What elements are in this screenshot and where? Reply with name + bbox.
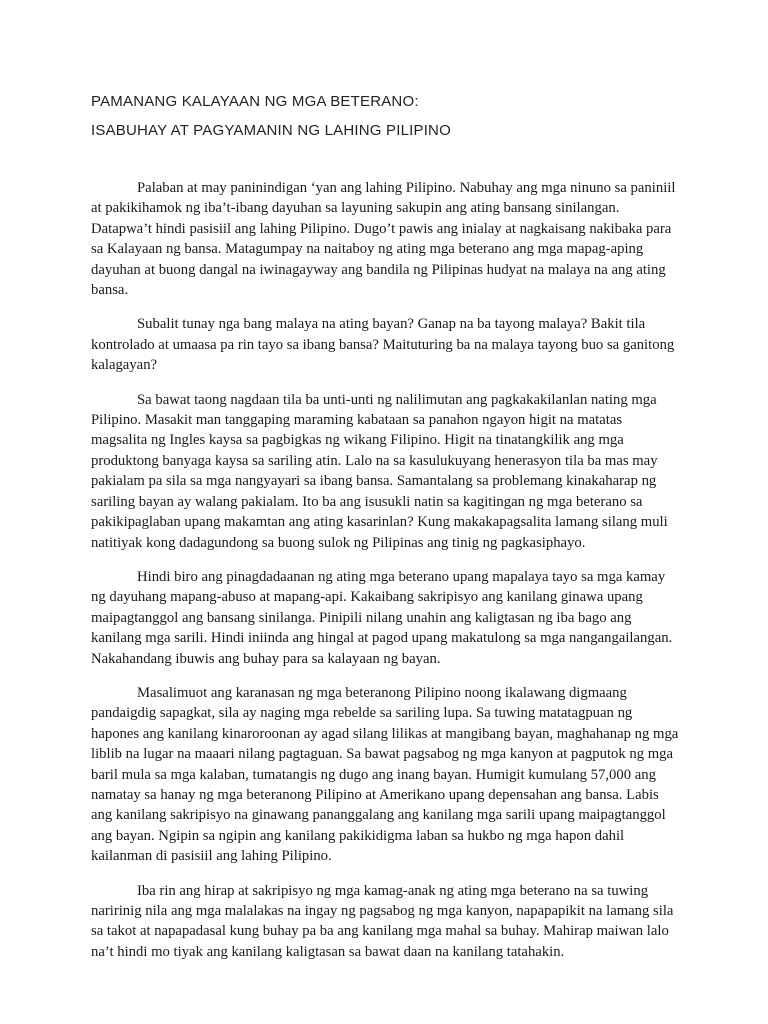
paragraph: Masalimuot ang karanasan ng mga beteranong Pilipino noong ikalawang digmaang pandaigdig sapagkat, sila ay naging mga rebelde sa sariling lupa. Sa tuwing matatagpuan ng hapones ang kanilang kinaroroonan ay agad silang lilikas at mangibang bayan, maghahanap ng mga liblib na lugar na maaari nilang pagtaguan. Sa bawat pagsabog ng mga kanyon at pagputok ng mga baril mula sa mga kalaban, tumatangis ng dugo ang inang bayan. Humigit kumulang 57,000 ang namatay sa hanay ng mga beteranong Pilipino at Amerikano upang depensahan ang bansa. Labis ang kanilang sakripisyo na ginawang pananggalang ang kanilang mga sarili upang maipagtanggol ang bayan. Ngipin sa ngipin ang kanilang pakikidigma laban sa hukbo ng mga hapon dahil kailanman di pasisiil ang lahing Pilipino. (91, 684, 679, 865)
paragraph: Palaban at may paninindigan ‘yan ang lahing Pilipino. Nabuhay ang mga ninuno sa paniniil at pakikihamok ng iba’t-ibang dayuhan sa layuning sakupin ang ating bansang sinilangan. Datapwa’t hindi pasisiil ang lahing Pilipino. Dugo’t pawis ang inialay at nagkaisang nakibaka para sa Kalayaan ng bansa. Matagumpay na naitaboy ng ating mga beterano ang mga mapag-aping dayuhan at buong dangal na iwinagayway ang bandila ng Pilipinas hudyat na malaya na ang ating bansa. (91, 180, 676, 299)
paragraph: Hindi biro ang pinagdadaanan ng ating mga beterano upang mapalaya tayo sa mga kamay ng dayuhang mapang-abuso at mapang-api. Kakaibang sakripisyo ang kanilang ginawa upang maipagtanggol ang bansang sinilanga. Pinipili nilang unahin ang kaligtasan ng iba bago ang kanilang mga sarili. Hindi iniinda ang hingal at pagod upang makatulong sa mga nangangailangan. Nakahandang ibuwis ang buhay para sa kalayaan ng bayan. (91, 568, 673, 667)
document-body (91, 178, 681, 976)
document-title-line-1: PAMANANG KALAYAAN NG MGA BETERANO: (91, 93, 419, 110)
paragraph: Iba rin ang hirap at sakripisyo ng mga kamag-anak ng ating mga beterano na sa tuwing naririnig nila ang mga malalakas na ingay ng pagsabog ng mga kanyon, napapapikit na lamang sila sa takot at napapadasal kung buhay pa ba ang kanilang mga mahal sa buhay. Mahirap maiwan lalo na’t hindi mo tiyak ang kanilang kaligtasan sa bawat daan na kanilang tatahakin. (91, 882, 674, 960)
document-title-line-2: ISABUHAY AT PAGYAMANIN NG LAHING PILIPINO (91, 122, 451, 139)
paragraph: Sa bawat taong nagdaan tila ba unti-unti ng nalilimutan ang pagkakakilanlan nating mga Pilipino. Masakit man tanggaping maraming kabataan sa panahon ngayon higit na matatas magsalita ng Ingles kaysa sa pagbigkas ng wikang Filipino. Higit na tinatangkilik ang mga produktong banyaga kaysa sa sariling atin. Lalo na sa kasulukuyang henerasyon tila ba mas may pakialam pa sila sa mga nangyayari sa ibang bansa. Samantalang sa problemang kinakaharap ng sariling bayan ay walang pakialam. Ito ba ang isusukli natin sa kagitingan ng mga beterano sa pakikipaglaban upang makamtan ang ating kasarinlan? Kung makakapagsalita lamang silang muli natitiyak kong dadagundong sa buong sulok ng Pilipinas ang tinig ng pagkasiphayo. (91, 391, 668, 551)
paragraph: Subalit tunay nga bang malaya na ating bayan? Ganap na ba tayong malaya? Bakit tila kontrolado at umaasa pa rin tayo sa ibang bansa? Maituturing ba na malaya tayong buo sa ganitong kalagayan? (91, 316, 675, 374)
